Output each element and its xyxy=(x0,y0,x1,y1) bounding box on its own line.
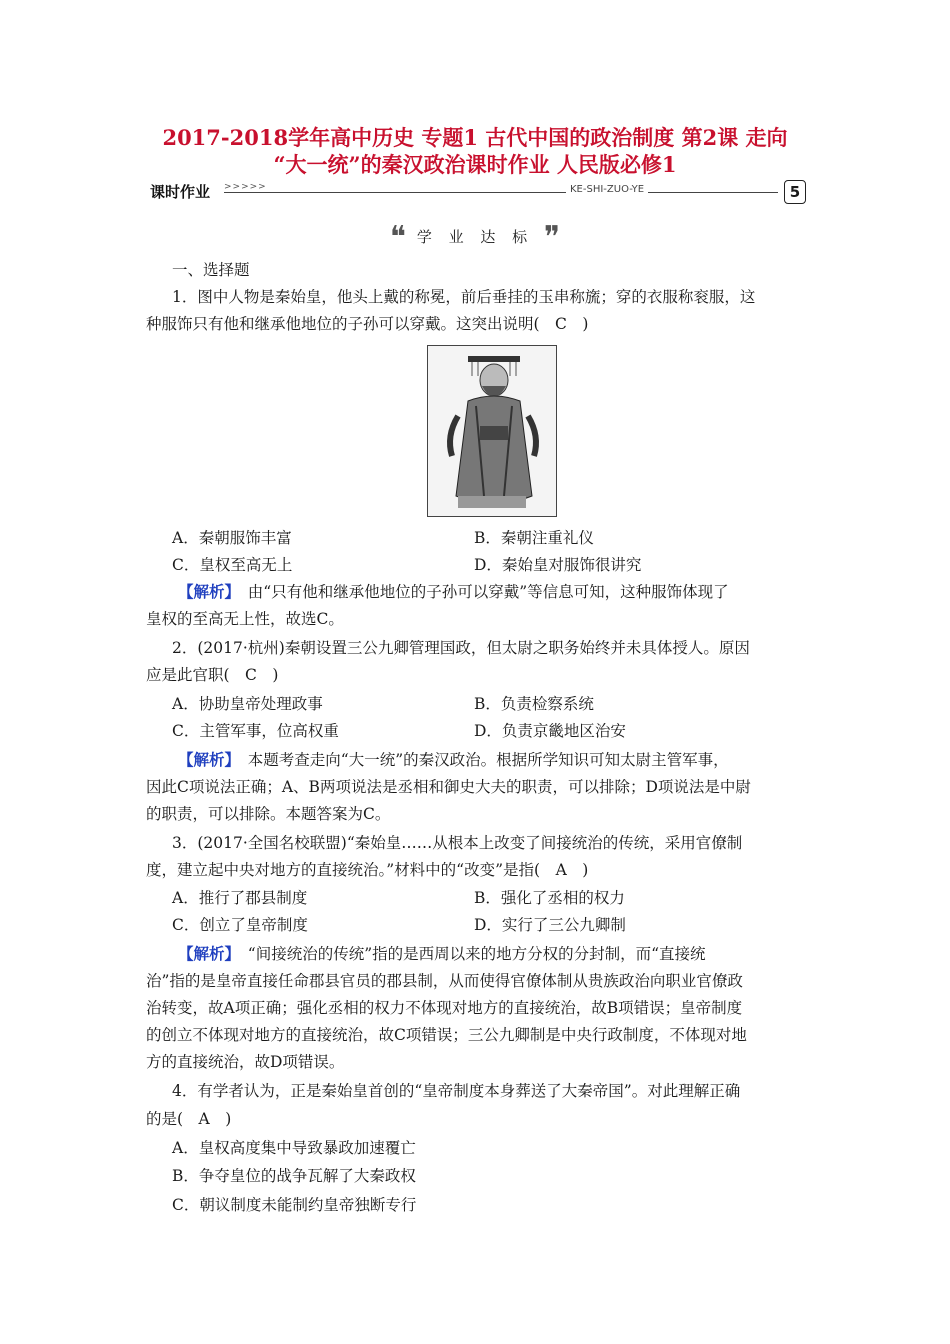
part-heading: 一、选择题 xyxy=(172,261,250,279)
page-title-line1: 2017-2018学年高中历史 专题1 古代中国的政治制度 第2课 走向 xyxy=(162,125,788,150)
q3-stem-line2: 度，建立起中央对地方的直接统治。”材料中的“改变”是指( A ) xyxy=(146,861,589,879)
left-quote-icon: ❝ xyxy=(389,220,407,255)
q1-analysis-line2: 皇权的至高无上性，故选C。 xyxy=(146,610,344,628)
q3-option-b: B．强化了丞相的权力 xyxy=(474,889,625,907)
banner-pinyin: KE-SHI-ZUO-YE xyxy=(566,184,648,195)
q3-option-c: C．创立了皇帝制度 xyxy=(172,916,308,934)
banner-tag: 课时作业 xyxy=(150,183,211,201)
banner-rule xyxy=(224,192,778,193)
q3-option-a: A．推行了郡县制度 xyxy=(172,889,308,907)
q1-option-c: C．皇权至高无上 xyxy=(172,556,293,574)
q2-option-b: B．负责检察系统 xyxy=(474,695,594,713)
right-quote-icon: ❞ xyxy=(543,220,561,255)
q2-option-d: D．负责京畿地区治安 xyxy=(474,722,626,740)
analysis-label: 【解析】 xyxy=(178,750,233,769)
q4-option-a: A．皇权高度集中导致暴政加速覆亡 xyxy=(172,1139,416,1157)
q3-analysis-line2: 治”指的是皇帝直接任命郡县官员的郡县制，从而使得官僚体制从贵族政治向职业官僚政 xyxy=(146,972,743,990)
q2-analysis-text: 本题考查走向“大一统”的秦汉政治。根据所学知识可知太尉主管军事， xyxy=(232,751,729,769)
q4-option-c: C．朝议制度未能制约皇帝独断专行 xyxy=(172,1196,417,1214)
q2-stem-line1: 2．(2017·杭州)秦朝设置三公九卿管理国政，但太尉之职务始终并未具体授人。原因 xyxy=(172,639,750,657)
q3-option-d: D．实行了三公九卿制 xyxy=(474,916,626,934)
page-title-line2: “大一统”的秦汉政治课时作业 人民版必修1 xyxy=(273,152,677,177)
q2-analysis-line2: 因此C项说法正确；A、B两项说法是丞相和御史大夫的职责，可以排除；D项说法是中尉 xyxy=(146,778,751,796)
banner-arrows: >>>>> xyxy=(224,182,267,192)
q4-stem-line1: 4．有学者认为，正是秦始皇首创的“皇帝制度本身葬送了大秦帝国”。对此理解正确 xyxy=(172,1082,741,1100)
qin-shi-huang-image xyxy=(427,345,557,517)
q1-option-d: D．秦始皇对服饰很讲究 xyxy=(474,556,642,574)
q1-analysis-text: 由“只有他和继承他地位的子孙可以穿戴”等信息可知，这种服饰体现了 xyxy=(232,583,729,601)
q3-analysis-line1 xyxy=(178,940,706,968)
q1-stem-line2: 种服饰只有他和继承他地位的子孙可以穿戴。这突出说明( C ) xyxy=(146,315,589,333)
q2-option-a: A．协助皇帝处理政事 xyxy=(172,695,323,713)
q1-stem-line1: 1．图中人物是秦始皇，他头上戴的称冕，前后垂挂的玉串称旒；穿的衣服称衮服，这 xyxy=(172,288,756,306)
q3-analysis-line3: 治转变，故A项正确；强化丞相的权力不体现对地方的直接统治，故B项错误；皇帝制度 xyxy=(146,999,743,1017)
q2-analysis-line1 xyxy=(178,746,729,774)
q3-analysis-text: “间接统治的传统”指的是西周以来的地方分权的分封制，而“直接统 xyxy=(232,945,706,963)
q2-stem-line2: 应是此官职( C ) xyxy=(146,666,279,684)
q3-stem-line1: 3．(2017·全国名校联盟)“秦始皇……从根本上改变了间接统治的传统，采用官僚制 xyxy=(172,834,743,852)
section-banner xyxy=(146,180,806,204)
q3-analysis-line5: 方的直接统治，故D项错误。 xyxy=(146,1053,345,1071)
analysis-label: 【解析】 xyxy=(178,944,233,963)
q2-analysis-line3: 的职责，可以排除。本题答案为C。 xyxy=(146,805,391,823)
q1-analysis-line1 xyxy=(178,578,729,606)
q3-analysis-line4: 的创立不体现对地方的直接统治，故C项错误；三公九卿制是中央行政制度，不体现对地 xyxy=(146,1026,747,1044)
section-label: 学 业 达 标 xyxy=(416,228,534,246)
q4-option-b: B．争夺皇位的战争瓦解了大秦政权 xyxy=(172,1167,416,1185)
q4-stem-line2: 的是( A ) xyxy=(146,1110,232,1128)
q2-option-c: C．主管军事，位高权重 xyxy=(172,722,339,740)
section-heading xyxy=(0,220,950,255)
q1-option-a: A．秦朝服饰丰富 xyxy=(172,529,292,547)
q1-option-b: B．秦朝注重礼仪 xyxy=(474,529,594,547)
analysis-label: 【解析】 xyxy=(178,582,233,601)
banner-number-badge: 5 xyxy=(784,180,806,204)
